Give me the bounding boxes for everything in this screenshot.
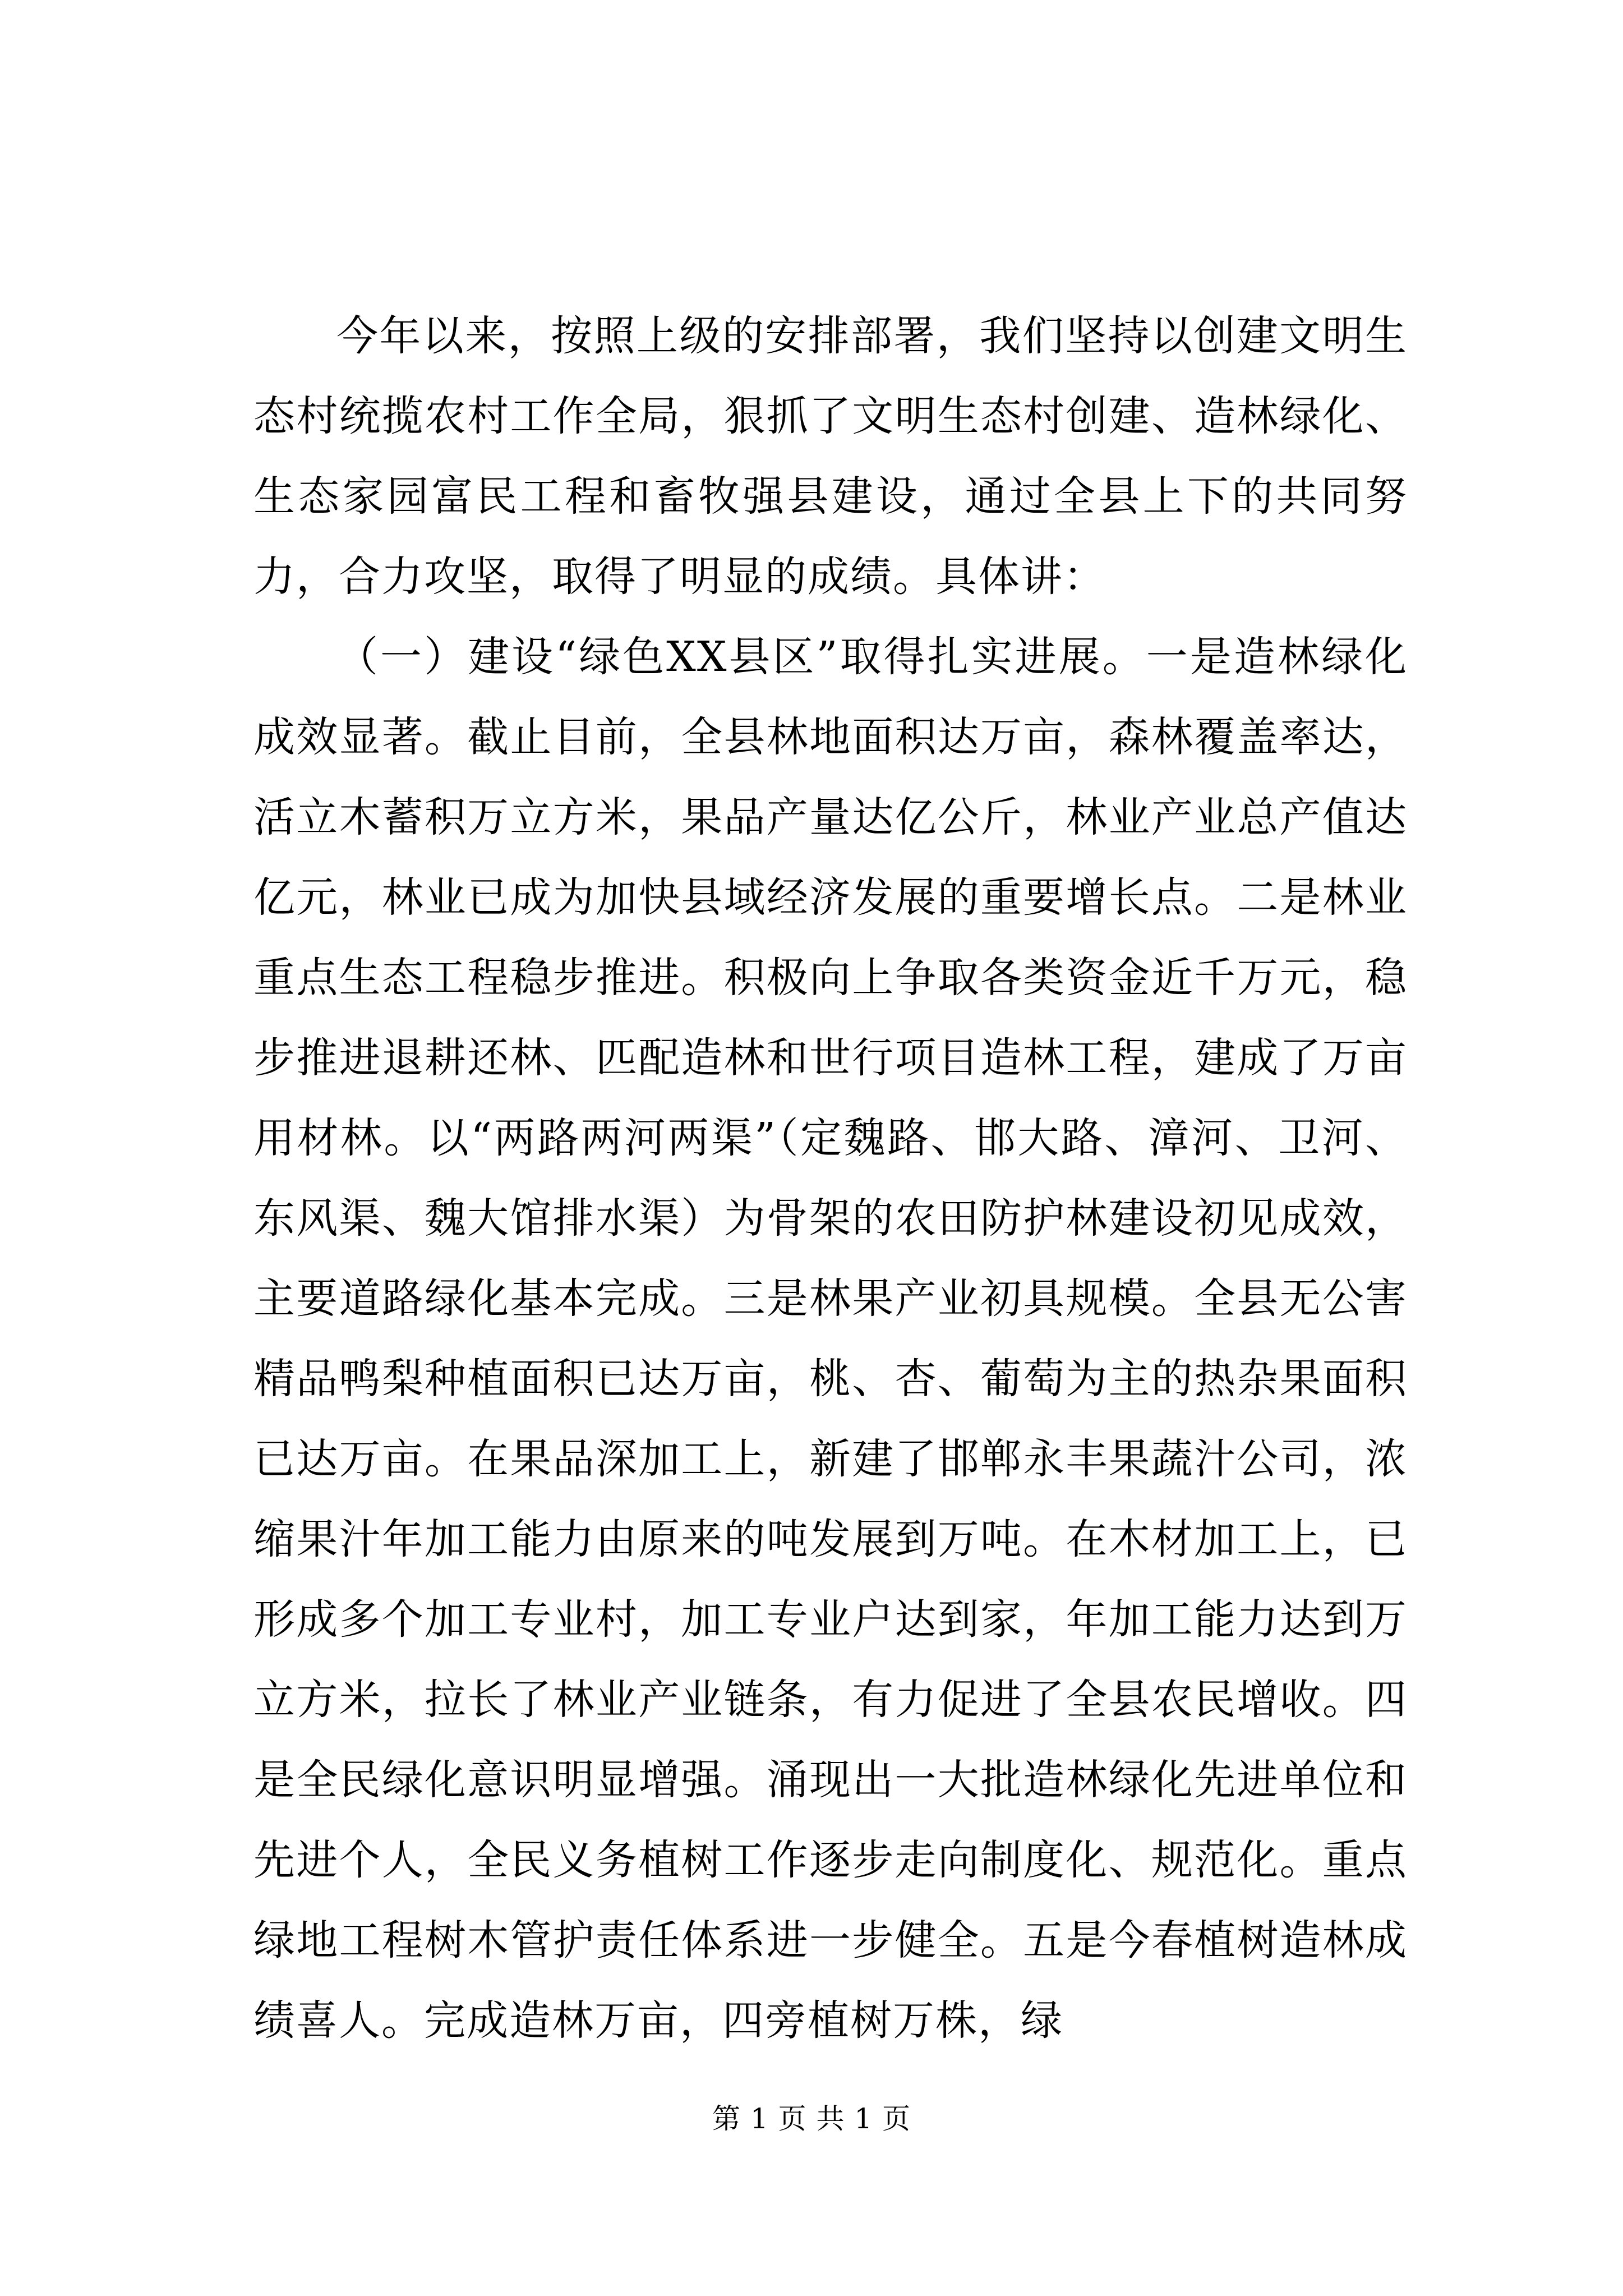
- paragraph-intro: 今年以来，按照上级的安排部署，我们坚持以创建文明生态村统揽农村工作全局，狠抓了文明生态村创建、造林绿化、生态家园富民工程和畜牧强县建设，通过全县上下的共同努力，合力攻坚，取得了明显的成绩。具体讲：: [253, 312, 1408, 601]
- document-body: [253, 296, 1408, 2061]
- page-footer: 第 1 页 共 1 页: [712, 2102, 911, 2135]
- paragraph-section-1: （一）建设“绿色XX县区”取得扎实进展。一是造林绿化成效显著。截止目前，全县林地面积达万亩，森林覆盖率达，活立木蓄积万立方米，果品产量达亿公斤，林业产业总产值达亿元，林业已成为加快县域经济发展的重要增长点。二是林业重点生态工程稳步推进。积极向上争取各类资金近千万元，稳步推进退耕还林、匹配造林和世行项目造林工程，建成了万亩用材林。以“两路两河两渠”（定魏路、邯大路、漳河、卫河、东风渠、魏大馆排水渠）为骨架的农田防护林建设初见成效，主要道路绿化基本完成。三是林果产业初具规模。全县无公害精品鸭梨种植面积已达万亩，桃、杏、葡萄为主的热杂果面积已达万亩。在果品深加工上，新建了邯郸永丰果蔬汁公司，浓缩果汁年加工能力由原来的吨发展到万吨。在木材加工上，已形成多个加工专业村，加工专业户达到家，年加工能力达到万立方米，拉长了林业产业链条，有力促进了全县农民增收。四是全民绿化意识明显增强。涌现出一大批造林绿化先进单位和先进个人，全民义务植树工作逐步走向制度化、规范化。重点绿地工程树木管护责任体系进一步健全。五是今春植树造林成绩喜人。完成造林万亩，四旁植树万株，绿: [253, 633, 1408, 2045]
